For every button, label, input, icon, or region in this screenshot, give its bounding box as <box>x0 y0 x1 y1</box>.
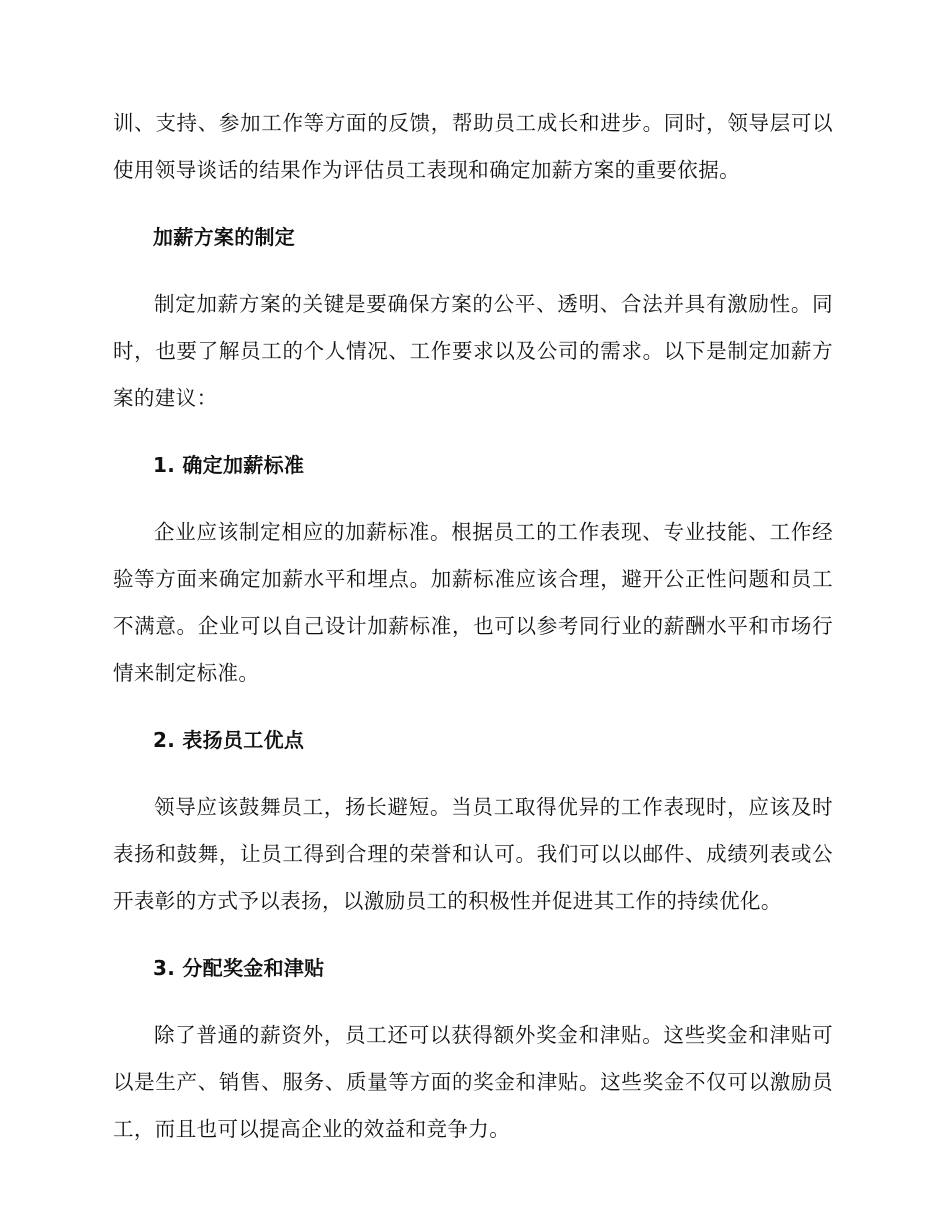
spacer <box>113 697 833 717</box>
item-paragraph-3: 除了普通的薪资外，员工还可以获得额外奖金和津贴。这些奖金和津贴可以是生产、销售、服务、质量等方面的奖金和津贴。这些奖金不仅可以激励员工，而且也可以提高企业的效益和竞争力。 <box>113 1023 833 1141</box>
spacer <box>113 764 833 784</box>
item-heading-2: 2. 表扬员工优点 <box>153 728 305 752</box>
item-paragraph-1: 企业应该制定相应的加薪标准。根据员工的工作表现、专业技能、工作经验等方面来确定加薪水平和埋点。加薪标准应该合理，避开公正性问题和员工不满意。企业可以自己设计加薪标准，也可以参考同行业的薪酬水平和市场行情来制定标准。 <box>113 520 833 685</box>
document-page <box>113 100 833 1153</box>
item-paragraph-2: 领导应该鼓舞员工，扬长避短。当员工取得优异的工作表现时，应该及时表扬和鼓舞，让员工得到合理的荣誉和认可。我们可以以邮件、成绩列表或公开表彰的方式予以表扬，以激励员工的积极性并促进其工作的持续优化。 <box>113 795 833 913</box>
spacer <box>113 422 833 442</box>
spacer <box>113 261 833 281</box>
spacer <box>113 992 833 1012</box>
intro-paragraph: 训、支持、参加工作等方面的反馈，帮助员工成长和进步。同时，领导层可以使用领导谈话的结果作为评估员工表现和确定加薪方案的重要依据。 <box>113 111 833 182</box>
item-heading-3: 3. 分配奖金和津贴 <box>153 956 325 980</box>
item-heading-1: 1. 确定加薪标准 <box>153 453 305 477</box>
section-paragraph: 制定加薪方案的关键是要确保方案的公平、透明、合法并具有激励性。同时，也要了解员工的个人情况、工作要求以及公司的需求。以下是制定加薪方案的建议： <box>113 292 833 410</box>
spacer <box>113 194 833 214</box>
section-heading: 加薪方案的制定 <box>153 225 296 249</box>
spacer <box>113 489 833 509</box>
spacer <box>113 925 833 945</box>
